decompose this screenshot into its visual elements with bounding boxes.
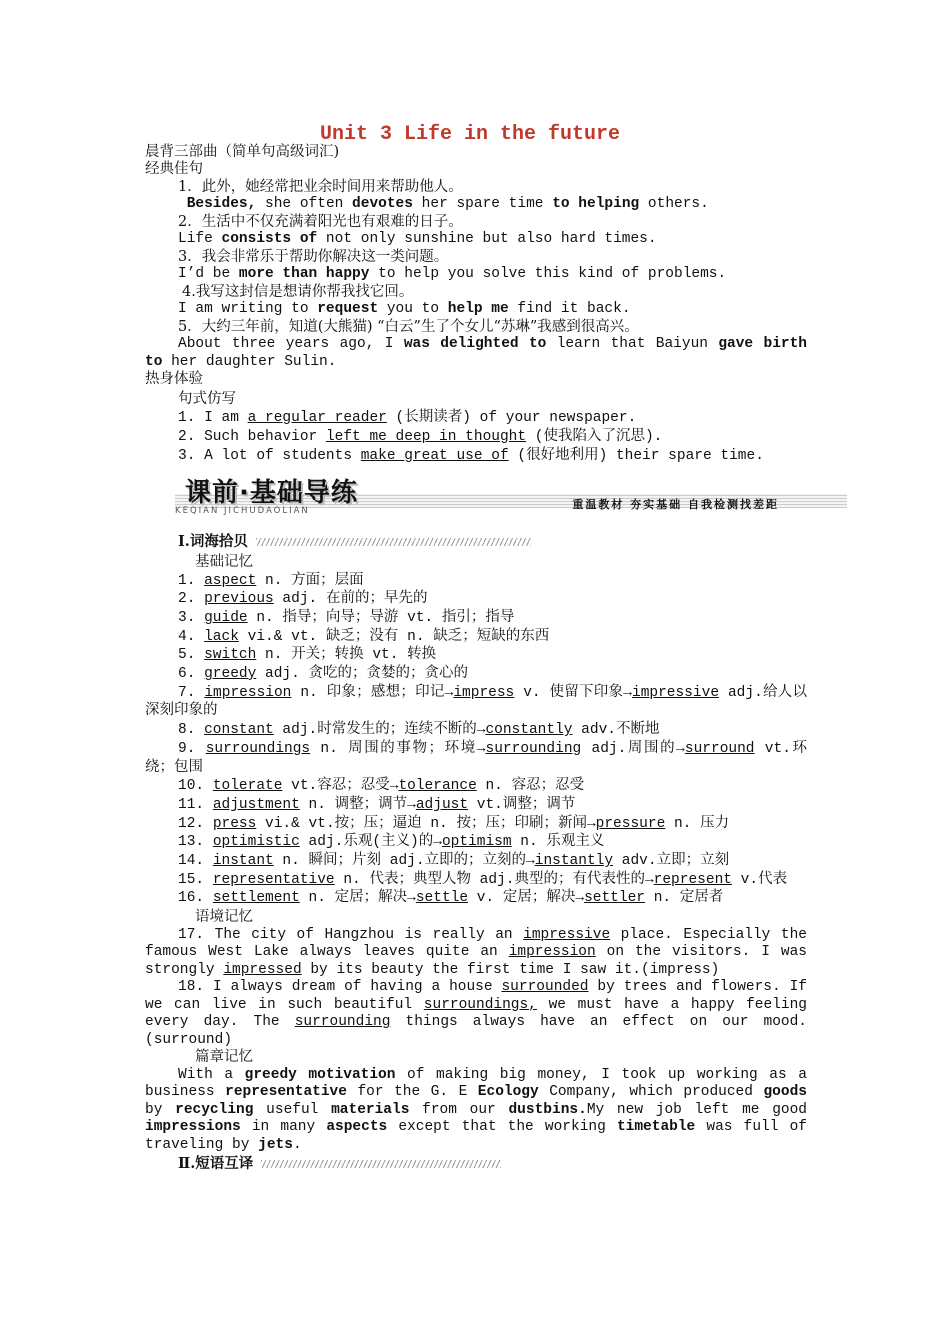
- section-heading-morning: 晨背三部曲（简单句高级词汇): [145, 143, 340, 160]
- subheading-context-memory: 语境记忆: [195, 909, 253, 926]
- hatch-divider: [256, 538, 531, 546]
- vocab-14: 14. instant n. 瞬间；片刻 adj.立即的；立刻的→instantly adv.立即；立刻: [178, 853, 730, 870]
- vocab-6: 6. greedy adj. 贪吃的；贪婪的；贪心的: [178, 666, 469, 683]
- en-sentence-5: About three years ago, I was delighted to learn that Baiyun gave birth to her daughter Sulin.: [145, 336, 807, 370]
- banner-subtitle: 重温教材 夯实基础 自我检测找差距: [572, 497, 779, 511]
- vocab-12: 12. press vi.& vt.按；压；逼迫 n. 按；压；印刷；新闻→pressure n. 压力: [178, 815, 730, 832]
- vocab-11: 11. adjustment n. 调整；调节→adjust vt.调整；调节: [178, 796, 576, 813]
- imitation-3: 3. A lot of students make great use of (很好地利用) their spare time.: [178, 447, 764, 464]
- vocab-15: 15. representative n. 代表；典型人物 adj.典型的；有代表性的→represent v.代表: [178, 871, 788, 888]
- vocab-16: 16. settlement n. 定居；解决→settle v. 定居；解决→settler n. 定居者: [178, 890, 724, 907]
- passage-paragraph: With a greedy motivation of making big money, I took up working as a business representative for the G. E Ecology Company, which produced goods by recycling useful materials from our dustbins.My new job left me good impressions in many aspects except that the working timetable was full of traveling by jets.: [145, 1066, 808, 1153]
- vocab-4: 4. lack vi.& vt. 缺乏；没有 n. 缺乏；短缺的东西: [178, 628, 550, 645]
- context-18: 18. I always dream of having a house surrounded by trees and flowers. If we can live in such beautiful surroundings, we must have a happy feeling every day. The surrounding things always have an effect on our mood.(surround): [145, 979, 808, 1048]
- cn-sentence-5: 5．大约三年前，知道(大熊猫) “白云”生了个女儿“苏琳”我感到很高兴。: [178, 318, 639, 335]
- subheading-basic-memory: 基础记忆: [195, 553, 253, 570]
- section-heading-warmup: 热身体验: [145, 371, 203, 387]
- banner-pinyin: KEQIAN JICHUDAOLIAN: [175, 505, 310, 516]
- vocab-5: 5. switch n. 开关；转换 vt. 转换: [178, 647, 437, 664]
- vocab-13: 13. optimistic adj.乐观(主义)的→optimism n. 乐观主义: [178, 834, 605, 851]
- vocab-3: 3. guide n. 指导；向导；导游 vt. 指引；指导: [178, 609, 515, 626]
- subheading-passage-memory: 篇章记忆: [195, 1049, 253, 1066]
- subheading-imitation: 句式仿写: [178, 390, 236, 407]
- vocab-7: 7. impression n. 印象；感想；印记→impress v. 使留下印象→impressive adj.给人以深刻印象的: [145, 684, 808, 720]
- en-sentence-1: Besides, she often devotes her spare time to helping others.: [186, 196, 709, 212]
- banner-title: 课前·基础导练: [185, 477, 358, 508]
- cn-sentence-1: 1．此外，她经常把业余时间用来帮助他人。: [178, 178, 463, 195]
- en-sentence-3: I’d be more than happy to help you solve this kind of problems.: [178, 266, 727, 282]
- section-banner: [145, 472, 807, 520]
- vocab-8: 8. constant adj.时常发生的；连续不断的→constantly adv.不断地: [178, 722, 660, 739]
- imitation-2: 2. Such behavior left me deep in thought (使我陷入了沉思).: [178, 428, 663, 445]
- context-17: 17. The city of Hangzhou is really an impressive place. Especially the famous West Lake always leaves quite an impression on the visitors. I was strongly impressed by its beauty the first time I saw it.(impress): [145, 926, 807, 978]
- cn-sentence-3: 3．我会非常乐于帮助你解决这一类问题。: [178, 248, 449, 265]
- section-heading-vocab: Ⅰ.词海拾贝: [145, 532, 807, 552]
- vocab-2: 2. previous adj. 在前的；早先的: [178, 591, 428, 608]
- en-sentence-4: I am writing to request you to help me find it back.: [178, 301, 631, 317]
- vocab-10: 10. tolerate vt.容忍；忍受→tolerance n. 容忍；忍受: [178, 778, 585, 795]
- page-title: Unit 3 Life in the future: [319, 123, 621, 146]
- document-page: [145, 123, 808, 1174]
- imitation-1: 1. I am a regular reader (长期读者) of your newspaper.: [178, 409, 637, 426]
- en-sentence-2: Life consists of not only sunshine but also hard times.: [178, 231, 657, 247]
- cn-sentence-4: 4.我写这封信是想请你帮我找它回。: [182, 283, 414, 300]
- hatch-divider: [261, 1160, 501, 1168]
- cn-sentence-2: 2．生活中不仅充满着阳光也有艰难的日子。: [178, 213, 463, 230]
- subheading-classic-sentences: 经典佳句: [145, 161, 203, 177]
- section-heading-phrases: Ⅱ.短语互译: [145, 1154, 807, 1174]
- vocab-1: 1. aspect n. 方面；层面: [178, 572, 364, 589]
- vocab-9: 9. surroundings n. 周围的事物；环境→surrounding adj.周围的→surround vt.环绕；包围: [145, 740, 807, 776]
